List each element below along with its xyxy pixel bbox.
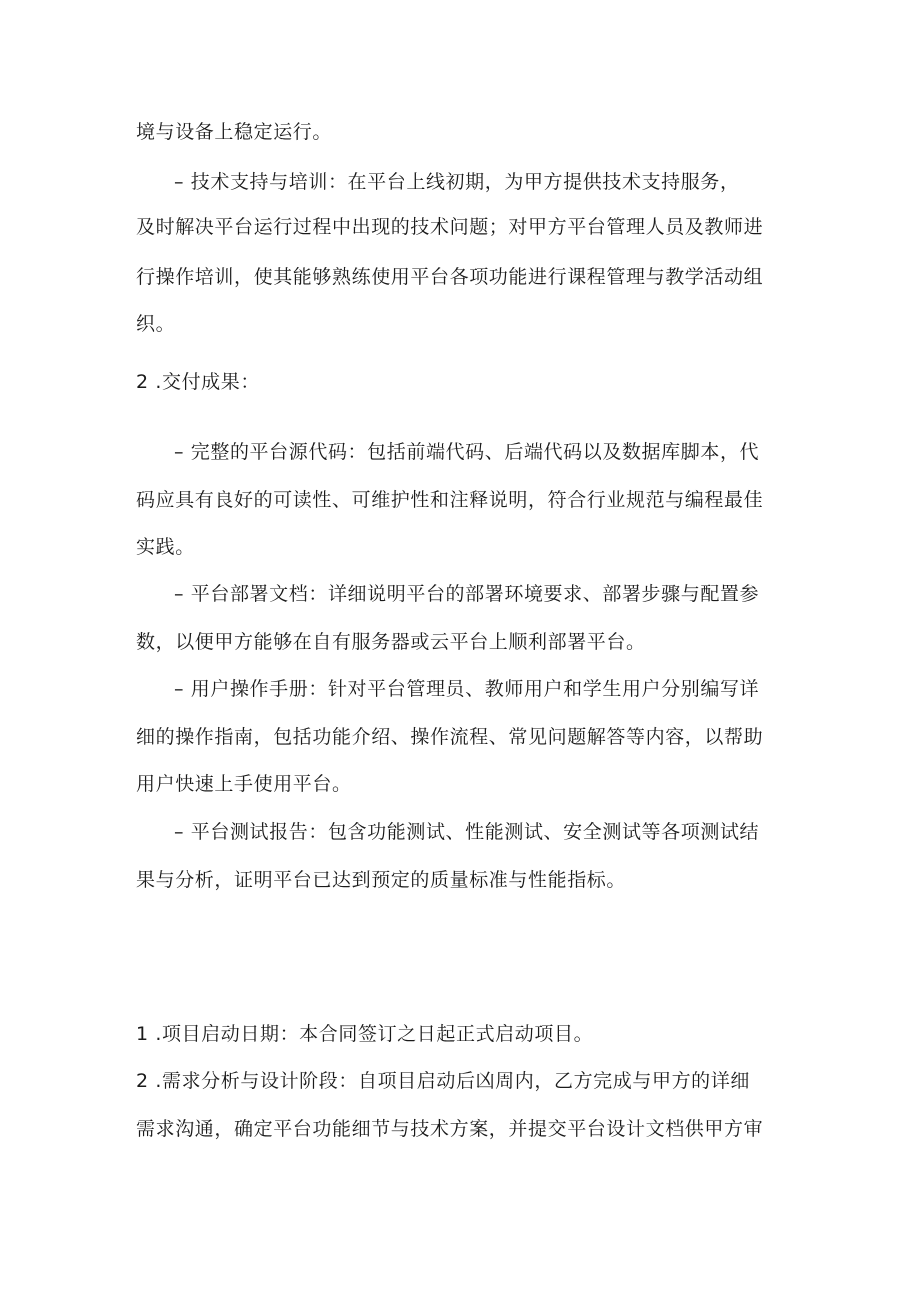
bullet-user-manual: – 用户操作手册：针对平台管理员、教师用户和学生用户分别编写详 (174, 678, 760, 700)
text-line: 细的操作指南，包括功能介绍、操作流程、常见问题解答等内容，以帮助 (136, 726, 764, 748)
text-line: 行操作培训，使其能够熟练使用平台各项功能进行课程管理与教学活动组 (136, 266, 764, 288)
text-line: 织。 (136, 313, 176, 335)
section-heading-deliverables: 2 .交付成果： (136, 371, 260, 393)
bullet-tech-support: – 技术支持与培训：在平台上线初期，为甲方提供技术支持服务， (174, 171, 740, 193)
text-line: 用户快速上手使用平台。 (136, 773, 352, 795)
item-requirements-phase: 2 .需求分析与设计阶段：自项目启动后凶周内，乙方完成与甲方的详细 (136, 1070, 750, 1092)
item-project-start: 1 .项目启动日期：本合同签订之日起正式启动项目。 (136, 1023, 594, 1045)
text-line: 码应具有良好的可读性、可维护性和注释说明，符合行业规范与编程最佳 (136, 489, 764, 511)
bullet-source-code: – 完整的平台源代码：包括前端代码、后端代码以及数据库脚本，代 (174, 441, 760, 463)
bullet-test-report: – 平台测试报告：包含功能测试、性能测试、安全测试等各项测试结 (174, 821, 760, 843)
text-line: 需求沟通，确定平台功能细节与技术方案，并提交平台设计文档供甲方审 (136, 1118, 764, 1140)
text-line-continuation: 境与设备上稳定运行。 (136, 121, 333, 143)
text-line: 及时解决平台运行过程中出现的技术问题；对甲方平台管理人员及教师进 (136, 216, 764, 238)
text-line: 果与分析，证明平台已达到预定的质量标准与性能指标。 (136, 869, 627, 891)
text-line: 数，以便甲方能够在自有服务器或云平台上顺利部署平台。 (136, 631, 646, 653)
bullet-deployment-doc: – 平台部署文档：详细说明平台的部署环境要求、部署步骤与配置参 (174, 583, 760, 605)
text-line: 实践。 (136, 536, 195, 558)
